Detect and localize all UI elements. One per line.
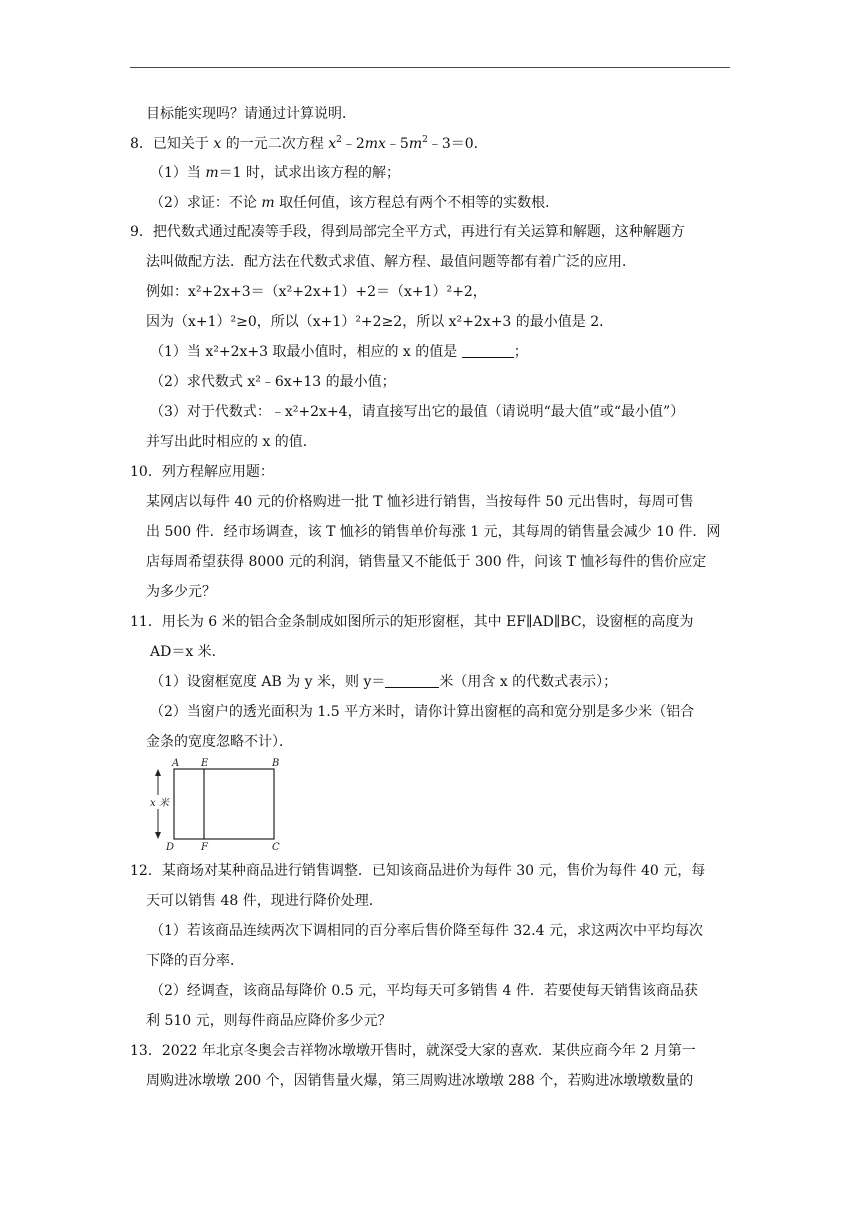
question-number: 13． [130, 1043, 162, 1059]
question-number: 11． [130, 614, 162, 630]
question-9-part-1: （1）当 x²+2x+3 取最小值时，相应的 x 的值是 ； [150, 344, 528, 360]
question-12-part-1: （1）若该商品连续两次下调相同的百分率后售价降至每件 32.4 元，求这两次中平均每次 [150, 923, 703, 939]
question-10-title: 10．列方程解应用题： [130, 464, 274, 480]
question-11-part-2: （2）当窗户的透光面积为 1.5 平方米时，请你计算出窗框的高和宽分别是多少米（铝合 [150, 704, 695, 720]
label-d: D [166, 842, 175, 851]
question-11-stem: 11．用长为 6 米的铝合金条制成如图所示的矩形窗框，其中 EF∥AD∥BC，设窗框的高度为 [130, 614, 694, 630]
question-11-part-2-cont: 金条的宽度忽略不计）． [146, 734, 293, 750]
question-10-line-3: 店每周希望获得 8000 元的利润，销售量又不能低于 300 件，问该 T 恤衫每件的售价应定 [146, 554, 707, 570]
arrow-up-icon [155, 769, 161, 776]
question-10-line-1: 某网店以每件 40 元的价格购进一批 T 恤衫进行销售，当按每件 50 元出售时，每周可售 [146, 494, 694, 510]
label-x-height: x 米 [150, 798, 169, 809]
question-9-stem-1: 9．把代数式通过配凑等手段，得到局部完全平方式，再进行有关运算和解题，这种解题方 [130, 224, 685, 240]
question-9-part-2: （2）求代数式 x²﹣6x+13 的最小值； [150, 374, 396, 390]
header-rule [130, 67, 730, 68]
question-8-part-1: （1）当 m＝1 时，试求出该方程的解； [150, 165, 400, 181]
question-9-example: 例如：x²+2x+3＝（x²+2x+1）+2＝（x+1）²+2， [146, 284, 487, 300]
question-number: 10． [130, 464, 162, 480]
question-10-line-2: 出 500 件．经市场调查，该 T 恤衫的销售单价每涨 1 元，其每周的销售量会减少 10 件．网 [146, 524, 721, 540]
question-11-stem-2: AD＝x 米． [150, 644, 226, 660]
question-12-stem-2: 天可以销售 48 件，现进行降价处理． [146, 893, 383, 909]
question-number: 9． [130, 224, 153, 240]
question-9-part-3: （3）对于代数式：﹣x²+2x+4，请直接写出它的最值（请说明“最大值”或“最小值”） [150, 404, 685, 420]
frame-rect [174, 769, 274, 839]
arrow-down-icon [155, 832, 161, 839]
label-a: A [172, 758, 180, 769]
question-number: 8． [130, 136, 153, 152]
question-9-because: 因为（x+1）²≥0，所以（x+1）²+2≥2，所以 x²+2x+3 的最小值是 2． [146, 314, 614, 330]
question-7-continuation: 目标能实现吗？请通过计算说明． [146, 106, 356, 122]
question-9-stem-2: 法叫做配方法．配方法在代数式求值、解方程、最值问题等都有着广泛的应用． [146, 254, 636, 270]
label-c: C [272, 842, 280, 851]
label-f: F [201, 842, 208, 851]
label-e: E [201, 758, 209, 769]
window-frame-figure [148, 757, 288, 851]
question-12-part-2-cont: 利 510 元，则每件商品应降价多少元？ [146, 1013, 392, 1029]
answer-blank[interactable] [385, 673, 439, 688]
question-9-part-3-cont: 并写出此时相应的 x 的值． [146, 434, 317, 450]
question-8-part-2: （2）求证：不论 m 取任何值，该方程总有两个不相等的实数根． [150, 195, 560, 211]
question-13-stem-2: 周购进冰墩墩 200 个，因销售量火爆，第三周购进冰墩墩 288 个，若购进冰墩墩数量的 [146, 1073, 694, 1089]
question-10-line-4: 为多少元？ [146, 584, 216, 600]
question-12-stem: 12．某商场对某种商品进行销售调整．已知该商品进价为每件 30 元，售价为每件 40 元，每 [130, 863, 706, 879]
question-13-stem: 13．2022 年北京冬奥会吉祥物冰墩墩开售时，就深受大家的喜欢．某供应商今年 2 月第一 [130, 1043, 696, 1059]
question-12-part-1-cont: 下降的百分率． [146, 953, 244, 969]
question-number: 12． [130, 863, 162, 879]
question-11-part-1: （1）设窗框宽度 AB 为 y 米，则 y＝ 米（用含 x 的代数式表示）； [150, 674, 618, 690]
label-b: B [272, 758, 280, 769]
answer-blank[interactable] [462, 343, 514, 358]
question-8-stem: 8．已知关于 x 的一元二次方程 $x^2﹣2mx﹣5m^2﹣3=0$． [130, 135, 488, 152]
question-12-part-2: （2）经调查，该商品每降价 0.5 元，平均每天可多销售 4 件．若要使每天销售该商品获 [150, 983, 698, 999]
